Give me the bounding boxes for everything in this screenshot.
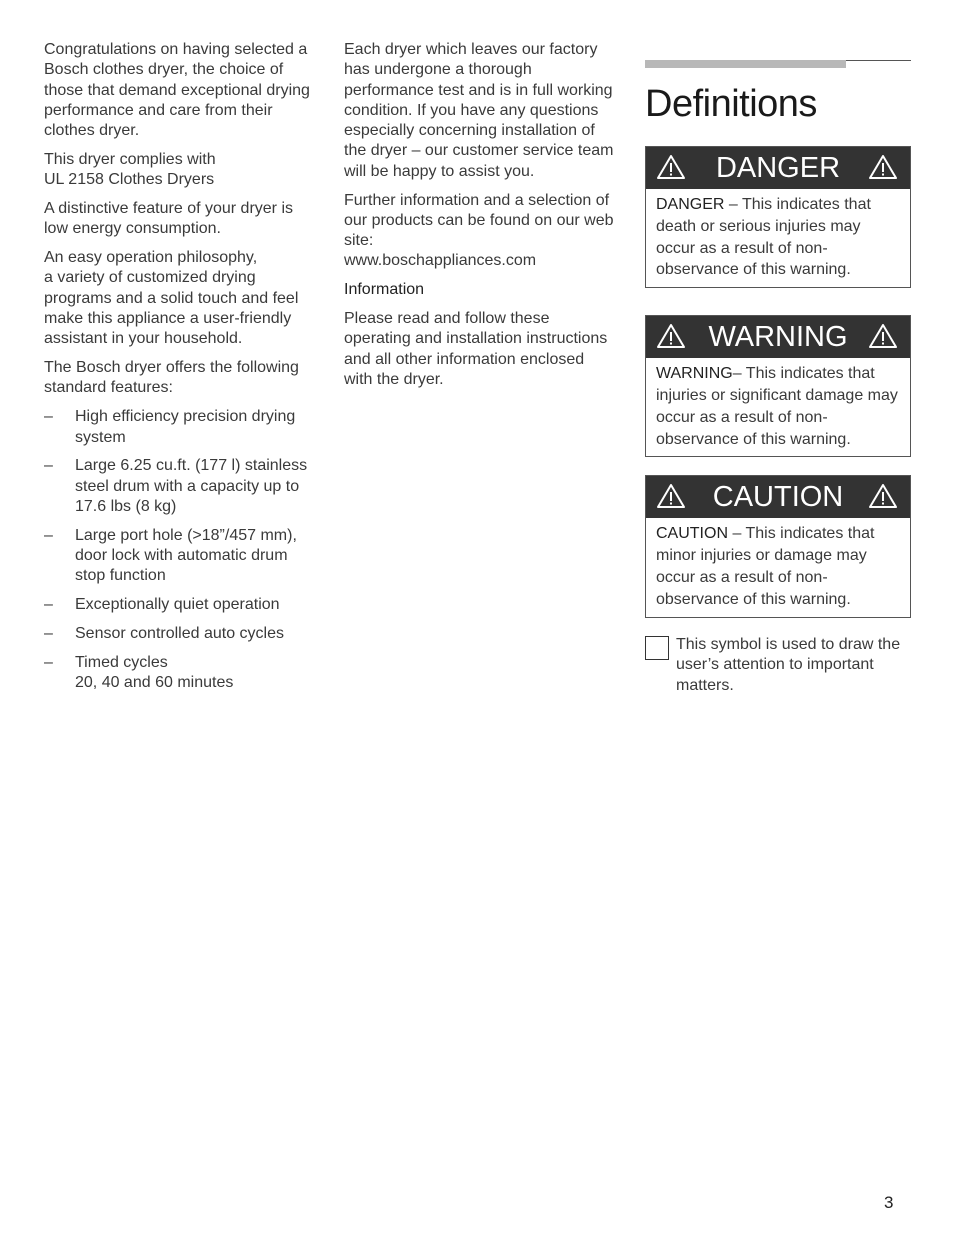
warning-triangle-icon [868, 154, 898, 180]
philosophy-paragraph: An easy operation philosophy, a variety of customized drying programs and a solid touch and feel make this appliance a user-friendly assistant in your household. [44, 249, 299, 348]
energy-paragraph: A distinctive feature of your dryer is low energy consumption. [44, 200, 293, 238]
danger-label: DANGER [715, 152, 841, 184]
dash-marker: – [44, 624, 53, 642]
warning-text: – This indicates that injuries or significant damage may occur as a result of non-observance of this warning. [656, 365, 898, 448]
dash-marker: – [44, 596, 53, 614]
caution-text: – This indicates that minor injuries or damage may occur as a result of non-observance of this warning. [656, 525, 875, 608]
dash-marker: – [44, 526, 53, 544]
caution-keyword: CAUTION [656, 525, 728, 543]
feature-text: Sensor controlled auto cycles [75, 624, 284, 642]
feature-list [44, 407, 314, 693]
symbol-note-text: This symbol is used to draw the user’s attention to important matters. [676, 635, 901, 695]
page-title: Definitions [645, 83, 817, 125]
information-heading: Information [344, 281, 425, 299]
definitions-column [645, 60, 911, 697]
intro-paragraph: Congratulations on having selected a Bosch clothes dryer, the choice of those that demand exceptional drying performance and care from their clothes dryer. [44, 41, 310, 140]
note-square-icon [645, 636, 669, 660]
warning-triangle-icon [656, 323, 686, 349]
feature-text: Exceptionally quiet operation [75, 596, 280, 614]
warning-body [646, 358, 910, 456]
caution-header [646, 476, 910, 518]
compliance-paragraph: This dryer complies with UL 2158 Clothes Dryers [44, 150, 216, 189]
danger-keyword: DANGER [656, 196, 725, 213]
danger-box [645, 146, 911, 288]
feature-text: Large port hole (>18”/457 mm), door lock with automatic drum stop function [75, 526, 297, 585]
list-item [44, 526, 314, 587]
information-paragraph: Please read and follow these operating and installation instructions and all other information enclosed with the dryer. [344, 310, 608, 388]
page-number: 3 [884, 1193, 894, 1212]
dash-marker: – [44, 457, 53, 475]
middle-column [344, 40, 614, 399]
caution-body [646, 518, 910, 616]
warning-keyword: WARNING [656, 365, 733, 383]
caution-box [645, 475, 911, 617]
list-item [44, 456, 314, 517]
list-item [44, 624, 314, 644]
list-item [44, 653, 314, 694]
features-intro: The Bosch dryer offers the following standard features: [44, 359, 299, 397]
factory-test-paragraph: Each dryer which leaves our factory has undergone a thorough performance test and is in full working condition. If you have any questions especially concerning installation of the dryer – our customer service team will be happy to assist you. [344, 41, 614, 180]
section-rule [645, 60, 911, 68]
dash-marker: – [44, 653, 53, 671]
warning-header [646, 316, 910, 358]
feature-text: Large 6.25 cu.ft. (177 l) stainless steel drum with a capacity up to 17.6 lbs (8 kg) [75, 457, 308, 515]
danger-body [646, 189, 910, 287]
rule-accent [645, 60, 846, 68]
warning-triangle-icon [656, 154, 686, 180]
warning-triangle-icon [868, 323, 898, 349]
list-item [44, 407, 314, 448]
caution-label: CAUTION [712, 481, 844, 514]
warning-box [645, 315, 911, 457]
website-paragraph: Further information and a selection of our products can be found on our web site: www.boschappliances.com [344, 191, 614, 270]
list-item [44, 595, 314, 615]
dash-marker: – [44, 408, 53, 426]
feature-text: High efficiency precision drying system [75, 408, 296, 446]
danger-header [646, 147, 910, 189]
left-column [44, 40, 314, 702]
warning-triangle-icon [868, 483, 898, 509]
danger-text: – This indicates that death or serious injuries may occur as a result of non-observance of this warning. [656, 196, 871, 279]
symbol-note [645, 635, 911, 697]
warning-label: WARNING [708, 321, 848, 354]
feature-text: Timed cycles 20, 40 and 60 minutes [75, 653, 234, 692]
warning-triangle-icon [656, 483, 686, 509]
